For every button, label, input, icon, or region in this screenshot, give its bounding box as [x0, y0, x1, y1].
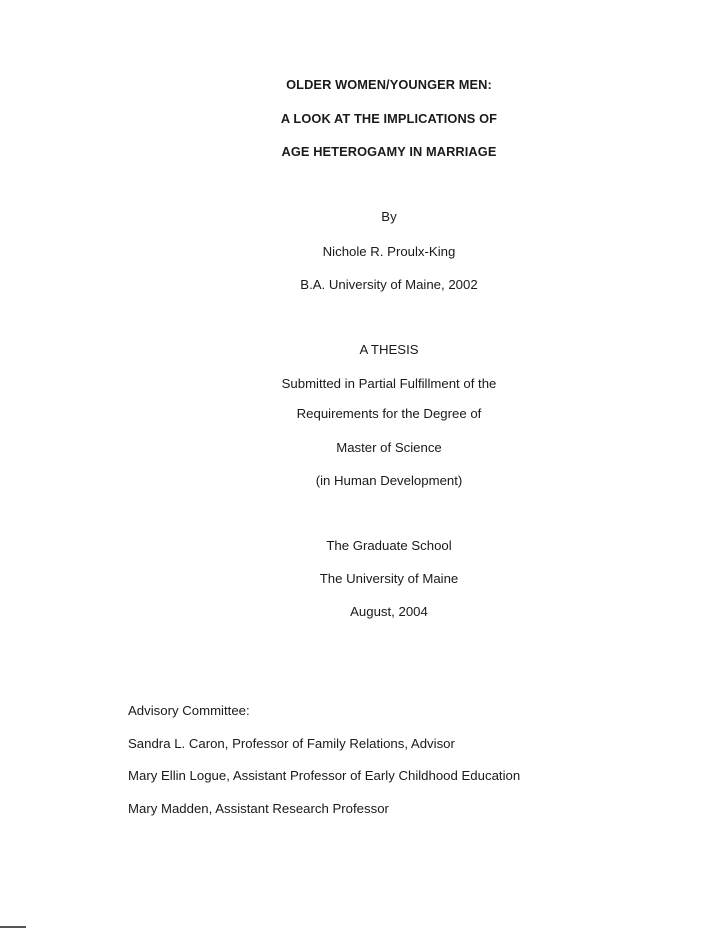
graduate-school: The Graduate School — [326, 538, 452, 553]
thesis-line-1: Submitted in Partial Fulfillment of the — [281, 376, 497, 391]
committee-member: Sandra L. Caron, Professor of Family Relations, Advisor — [128, 736, 455, 751]
title-line-1: OLDER WOMEN/YOUNGER MEN: — [286, 77, 492, 92]
thesis-heading: A THESIS — [359, 342, 419, 357]
author-name: Nichole R. Proulx-King — [322, 244, 456, 259]
committee-member: Mary Madden, Assistant Research Professor — [128, 801, 389, 816]
title-line-3: AGE HETEROGAMY IN MARRIAGE — [281, 144, 497, 159]
author-degree: B.A. University of Maine, 2002 — [300, 277, 478, 292]
university-name: The University of Maine — [319, 571, 459, 586]
by-label: By — [381, 209, 397, 224]
thesis-line-2: Requirements for the Degree of — [296, 406, 482, 421]
thesis-line-3: Master of Science — [336, 440, 442, 455]
committee-heading: Advisory Committee: — [128, 703, 250, 718]
submission-date: August, 2004 — [350, 604, 428, 619]
scan-artifact-mark — [0, 926, 26, 928]
title-line-2: A LOOK AT THE IMPLICATIONS OF — [280, 111, 498, 126]
thesis-line-4: (in Human Development) — [315, 473, 463, 488]
committee-member: Mary Ellin Logue, Assistant Professor of Early Childhood Education — [128, 768, 521, 783]
